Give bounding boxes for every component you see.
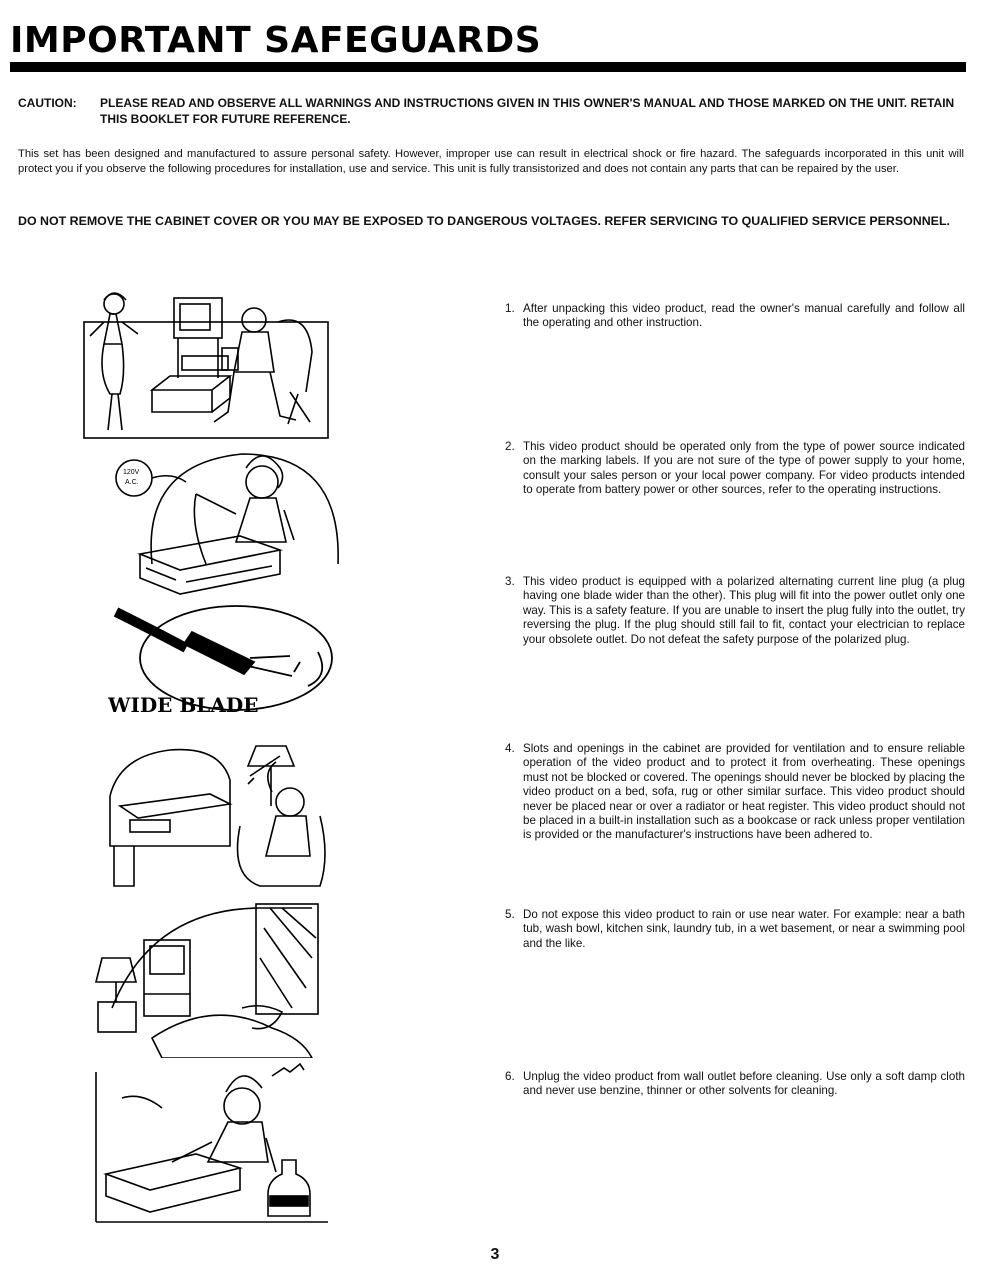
illustration-cleaning [92,1062,332,1224]
intro-paragraph: This set has been designed and manufactured to assure personal safety. However, improper use can result in electrical shock or fire hazard. The safeguards incorporated in this unit will protect you if you observe the following procedures for installation, use and service. This unit is fully transistorized and does not contain any parts that can be repaired by the user. [18,148,964,175]
item-text: After unpacking this video product, read the owner's manual carefully and follow all the operating and other instruction. [523,302,965,330]
illustration-power-source [112,444,342,604]
item-text: Unplug the video product from wall outlet before cleaning. Use only a soft damp cloth and never use benzine, thinner or other solvents for cleaning. [523,1070,965,1098]
safeguard-item-4 [505,742,965,843]
item-text: Do not expose this video product to rain or use near water. For example: near a bath tub, wash bowl, kitchen sink, laundry tub, in a wet basement, or near a swimming pool and the like. [523,908,965,950]
svg-text:A.C.: A.C. [125,479,139,486]
illustration-water [92,898,332,1058]
safeguard-item-6 [505,1070,965,1099]
illustration-unpacking [82,282,332,442]
item-text: This video product should be operated only from the type of power source indicated on the marking labels. If you are not sure of the type of power supply to your home, consult your sales person or your local power company. For video products intended to operate from battery power or other sources, refer to the operating instructions. [523,440,965,497]
caution-block [18,95,968,127]
page-title: IMPORTANT SAFEGUARDS [10,20,542,61]
item-number: 2. [505,440,515,453]
item-text: Slots and openings in the cabinet are provided for ventilation and to ensure reliable operation of the video product and to protect it from overheating. These openings must not be blocked or covered. The openings should never be blocked by placing the video product on a bed, sofa, rug or other similar surface. This video product should never be placed near or over a radiator or heat register. This video product should not be placed in a built-in installation such as a bookcase or rack unless proper ventilation is provided or the manufacturer's instructions have been adhered to. [523,742,965,842]
title-rule [10,62,966,72]
caution-text: PLEASE READ AND OBSERVE ALL WARNINGS AND INSTRUCTIONS GIVEN IN THIS OWNER'S MANUAL AND THOSE MARKED ON THE UNIT. RETAIN THIS BOOKLET FOR FUTURE REFERENCE. [100,96,955,126]
item-number: 1. [505,302,515,315]
item-number: 3. [505,575,515,588]
item-number: 5. [505,908,515,921]
safeguard-item-1 [505,302,965,331]
caution-label: CAUTION: [18,96,77,110]
warning-paragraph: DO NOT REMOVE THE CABINET COVER OR YOU MAY BE EXPOSED TO DANGEROUS VOLTAGES. REFER SERVICING TO QUALIFIED SERVICE PERSONNEL. [18,214,950,228]
wide-blade-label: WIDE BLADE [108,693,259,717]
page-number: 3 [490,1246,500,1263]
safeguard-item-3 [505,575,965,647]
voltage-sign-text: 120V [123,469,140,476]
item-number: 4. [505,742,515,755]
item-number: 6. [505,1070,515,1083]
safeguard-item-2 [505,440,965,498]
illustration-ventilation [100,736,332,892]
safeguard-item-5 [505,908,965,951]
illustration-wide-blade-plug [108,604,338,720]
item-text: This video product is equipped with a polarized alternating current line plug (a plug having one blade wider than the other). This plug will fit into the power outlet only one way. This is a safety feature. If you are unable to insert the plug fully into the outlet, try reversing the plug. If the plug should still fail to fit, contact your electrician to replace your obsolete outlet. Do not defeat the safety purpose of the polarized plug. [523,575,965,646]
